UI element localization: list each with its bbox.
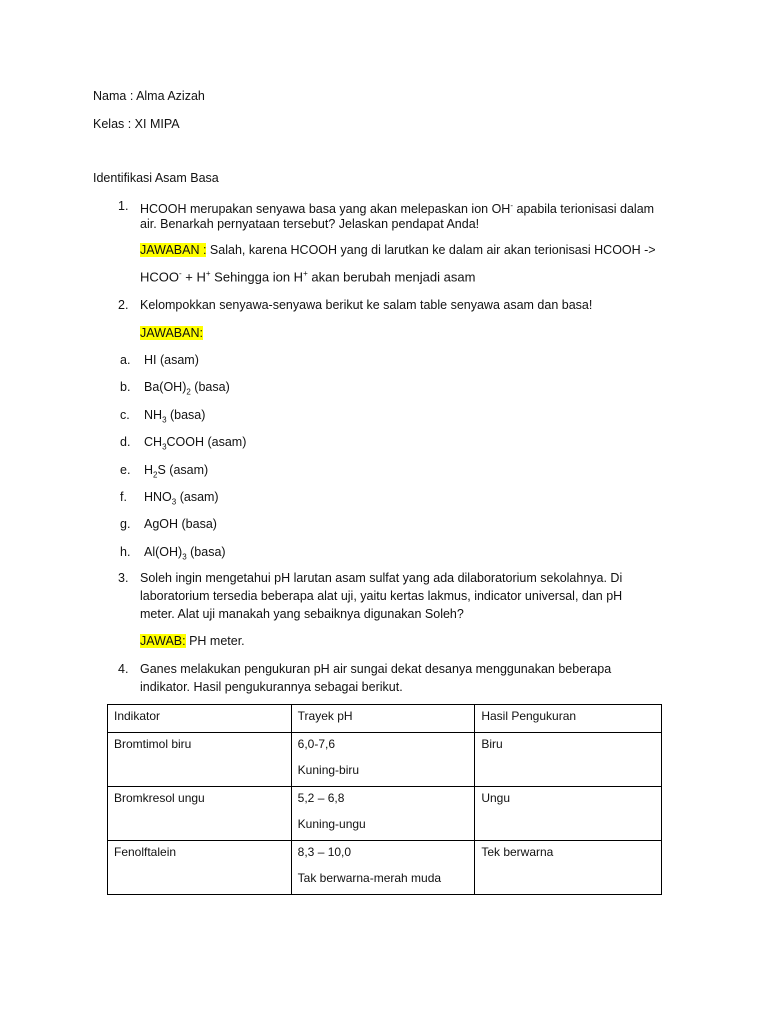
range-cell: 8,3 – 10,0 Tak berwarna-merah muda [291,841,475,895]
table-row [108,841,662,895]
range-cell: 5,2 – 6,8 Kuning-ungu [291,787,475,841]
q3-answer-label: JAWAB: [140,634,186,648]
range-cell: 6,0-7,6 Kuning-biru [291,733,475,787]
result-cell: Tek berwarna [475,841,662,895]
q1-answer-line1: JAWABAN : Salah, karena HCOOH yang di larutkan ke dalam air akan terionisasi HCOOH -> [140,243,656,257]
list-item: $Ba(OH)_2$ (basa) [144,380,230,397]
result-cell: Biru [475,733,662,787]
q3-text-line1: Soleh ingin mengetahui pH larutan asam sulfat yang ada dilaboratorium sekolahnya. Di [140,571,623,585]
indicator-table [107,704,662,895]
q3-text-line3: meter. Alat uji manakah yang sebaiknya digunakan Soleh? [140,607,464,621]
q3-number: 3. [118,571,129,585]
table-header-cell: Trayek pH [291,705,475,733]
q4-number: 4. [118,662,129,676]
q1-text-line2: air. Benarkah pernyataan tersebut? Jelaskan pendapat Anda! [140,217,480,231]
list-item: $HNO_3$ (asam) [144,490,219,507]
student-class: Kelas : XI MIPA [93,117,180,131]
topic-title: Identifikasi Asam Basa [93,171,219,185]
q3-answer: JAWAB: PH meter. [140,634,245,648]
q2-answer-label: JAWABAN: [140,326,203,340]
list-item: $Al(OH)_3$ (basa) [144,545,226,562]
table-header-cell: Indikator [108,705,292,733]
student-name: Nama : Alma Azizah [93,89,205,103]
q3-text-line2: laboratorium tersedia beberapa alat uji, yaitu kertas lakmus, indicator universal, dan pH [140,589,623,603]
list-item-letter: g. [120,517,131,531]
list-item: AgOH (basa) [144,517,217,531]
list-item: $H_2S$ (asam) [144,463,209,480]
table-header-row [108,705,662,733]
list-item: $CH_3COOH$ (asam) [144,435,247,452]
list-item-letter: d. [120,435,131,449]
table-header-cell: Hasil Pengukuran [475,705,662,733]
list-item-letter: b. [120,380,131,394]
indicator-cell: Bromtimol biru [108,733,292,787]
q2-text: Kelompokkan senyawa-senyawa berikut ke salam table senyawa asam dan basa! [140,298,593,312]
q1-text-line1: HCOOH merupakan senyawa basa yang akan melepaskan ion OH- apabila terionisasi dalam [140,201,655,217]
result-cell: Ungu [475,787,662,841]
q1-answer-line2: HCOO- + H+ Sehingga ion H+ akan berubah menjadi asam [140,269,476,285]
q4-text-line2: indikator. Hasil pengukurannya sebagai berikut. [140,680,403,694]
list-item: $NH_3$ (basa) [144,408,206,425]
list-item-letter: e. [120,463,131,477]
list-item-letter: h. [120,545,131,559]
list-item: HI (asam) [144,353,199,367]
q4-text-line1: Ganes melakukan pengukuran pH air sungai dekat desanya menggunakan beberapa [140,662,612,676]
list-item-letter: f. [120,490,127,504]
q1-answer-label: JAWABAN : [140,243,207,257]
q2-number: 2. [118,298,129,312]
list-item-letter: c. [120,408,130,422]
q1-number: 1. [118,199,129,213]
table-row [108,787,662,841]
indicator-cell: Bromkresol ungu [108,787,292,841]
table-row [108,733,662,787]
indicator-cell: Fenolftalein [108,841,292,895]
list-item-letter: a. [120,353,131,367]
